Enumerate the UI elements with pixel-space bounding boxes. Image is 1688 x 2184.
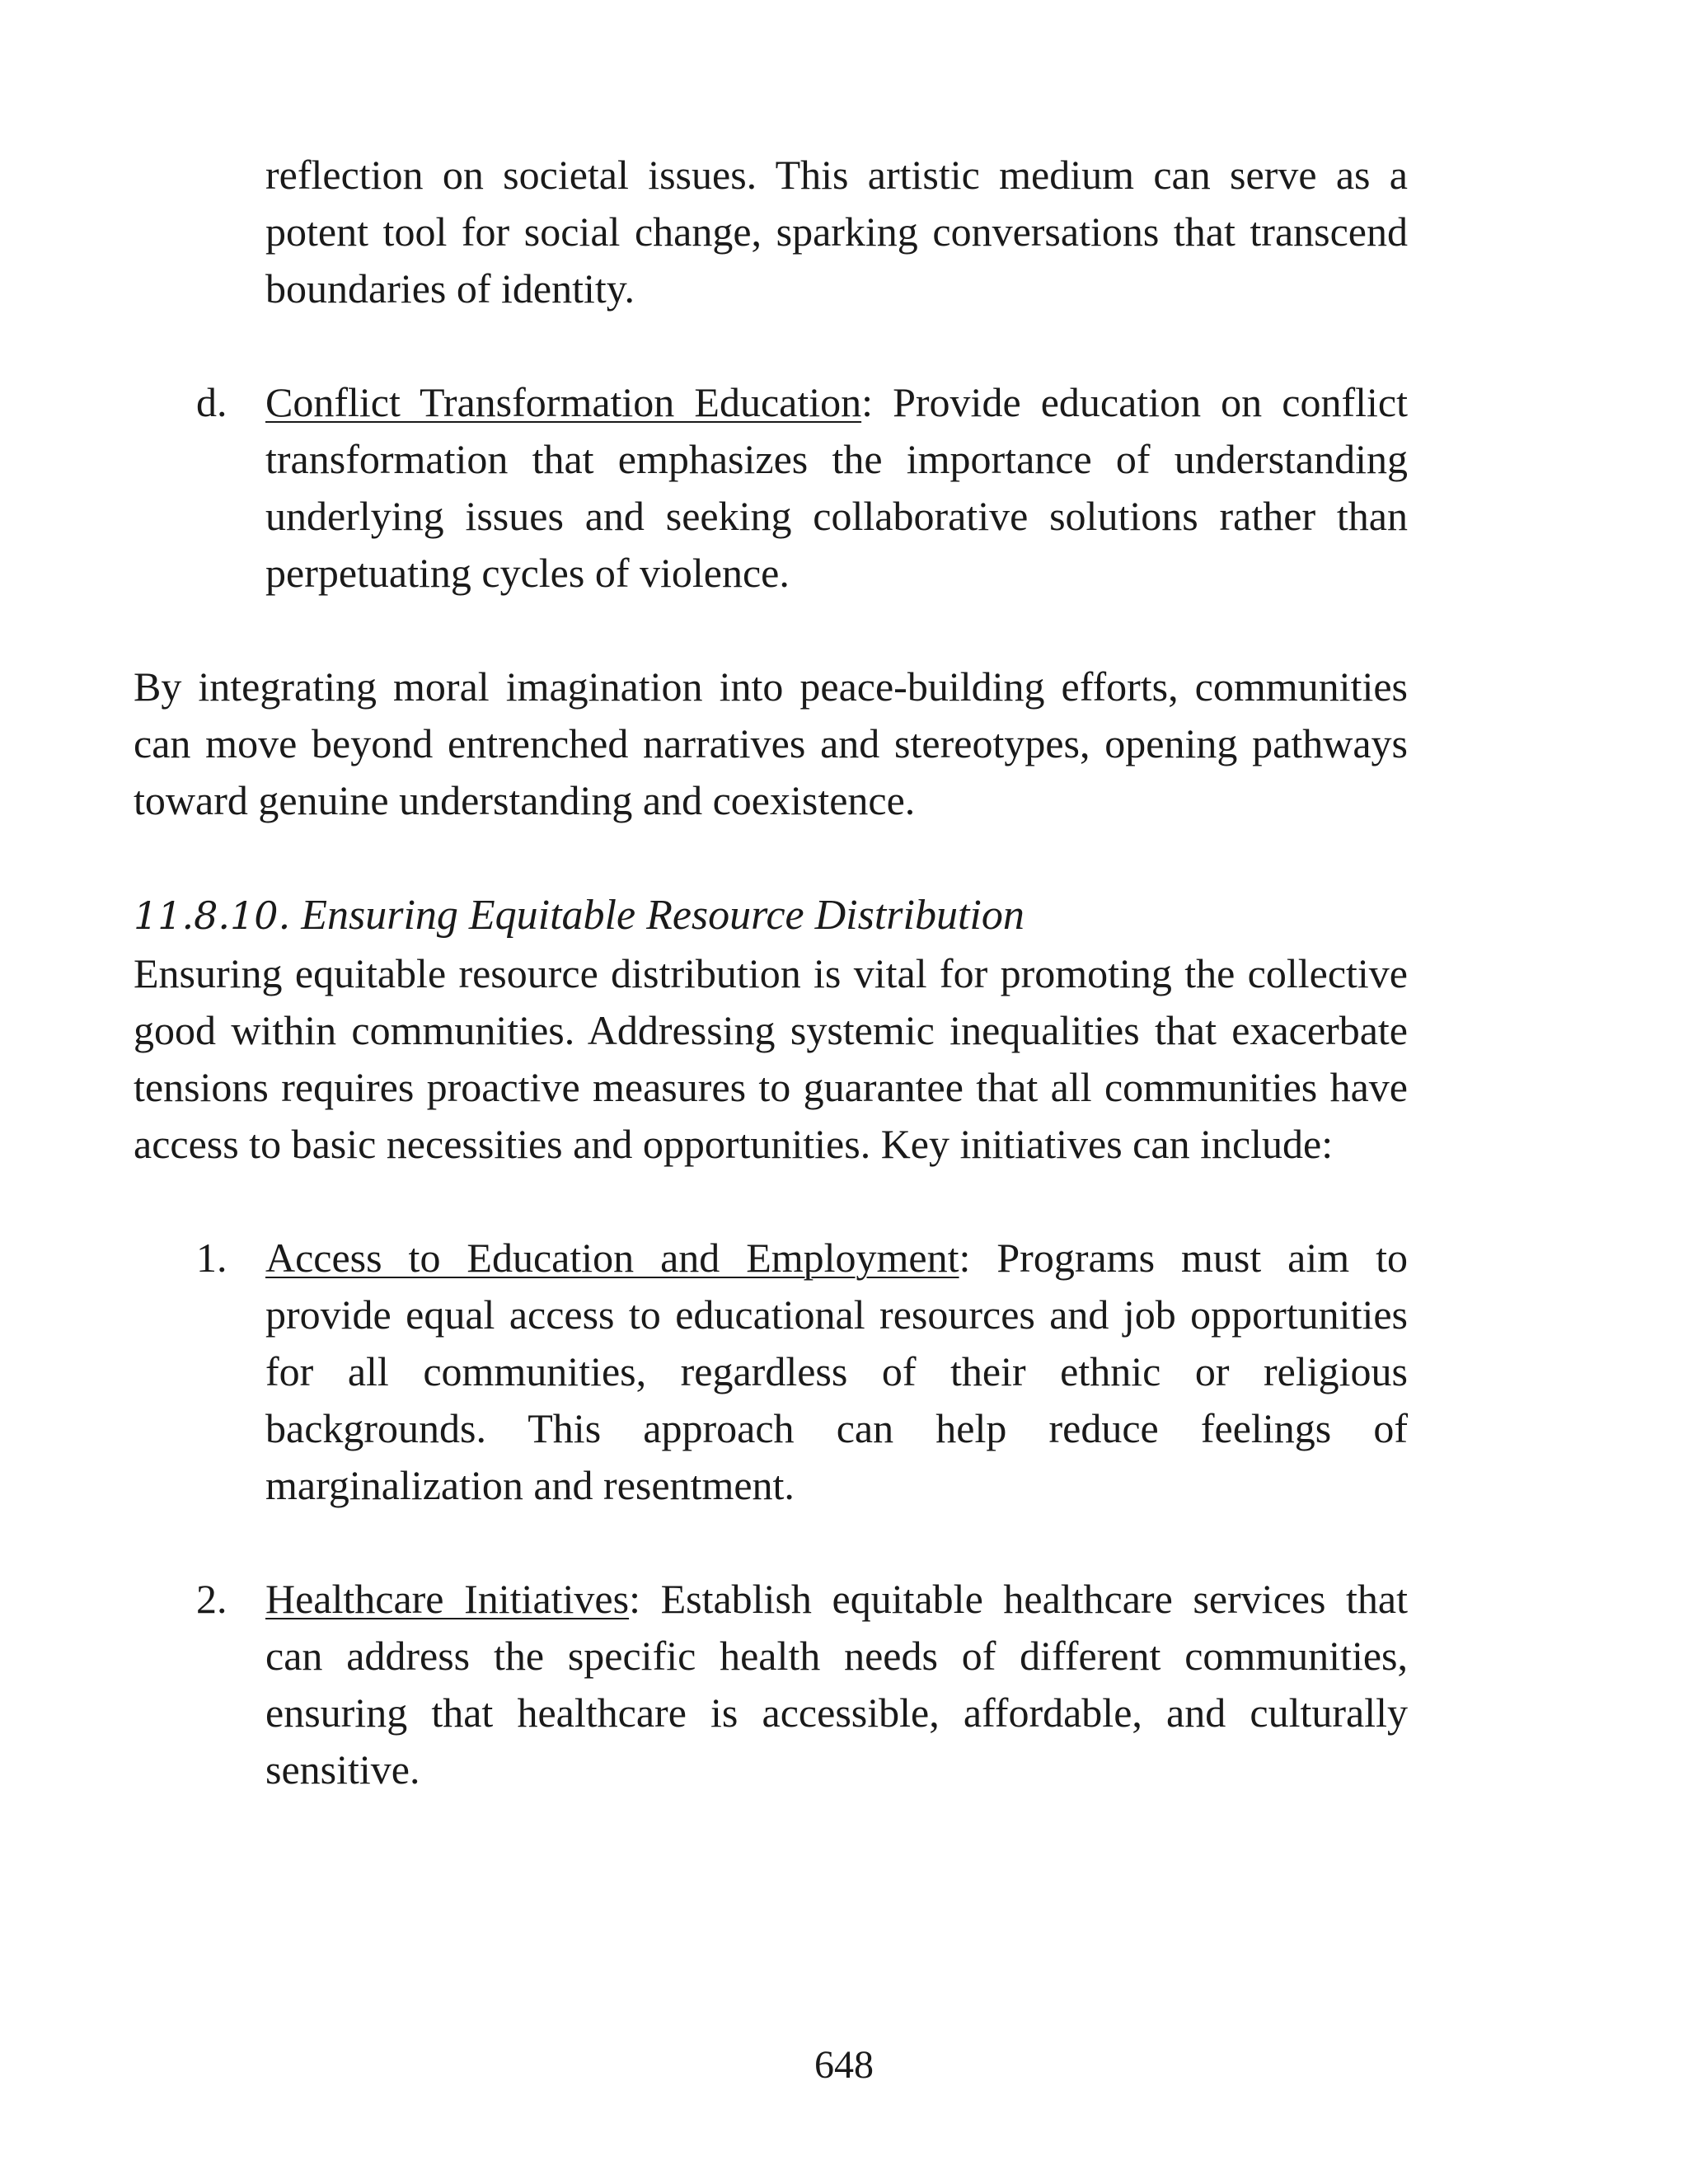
section-heading <box>134 886 1408 945</box>
conclusion-paragraph: By integrating moral imagination into peace-building efforts, communities can move beyond entrenched narratives and stereotypes, opening pathways toward genuine understanding and coexistence. <box>134 663 1408 823</box>
list-marker: 2. <box>196 1576 227 1622</box>
page-body <box>134 147 1408 1798</box>
list-item-term: Access to Education and Employment <box>265 1235 959 1281</box>
list-item-c-continuation <box>134 147 1408 317</box>
section-intro-paragraph: Ensuring equitable resource distribution is vital for promoting the collective good within communities. Addressing systemic inequalities that exacerbate tensions requires proactive measures to guarantee that all communities have access to basic necessities and opportunities. Key initiatives can include: <box>134 950 1408 1167</box>
list-item-2 <box>134 1571 1408 1798</box>
page-number: 648 <box>814 2043 874 2087</box>
section-number: 11.8.10. <box>134 893 291 938</box>
list-item-text: : Establish equitable healthcare services that can address the specific health needs of different communities, ensuring that healthcare is accessible, affordable, and culturally sensitive. <box>265 1576 1408 1793</box>
list-item-term: Conflict Transformation Education <box>265 379 862 425</box>
list-item-term: Healthcare Initiatives <box>265 1576 630 1622</box>
section-title: Ensuring Equitable Resource Distribution <box>301 892 1025 939</box>
list-item-c-text: reflection on societal issues. This artistic medium can serve as a potent tool for social change, sparking conversations that transcend boundaries of identity. <box>265 152 1408 312</box>
list-item-1 <box>134 1230 1408 1514</box>
list-item-d <box>134 374 1408 602</box>
list-item-text: : Programs must aim to provide equal access to educational resources and job opportunities for all communities, regardless of their ethnic or religious backgrounds. This approach can help reduce feelings of marginalization and resentment. <box>265 1235 1409 1508</box>
list-marker: d. <box>196 379 227 425</box>
list-item-text: : Provide education on conflict transformation that emphasizes the importance of understanding underlying issues and seeking collaborative solutions rather than perpetuating cycles of violence. <box>265 379 1408 596</box>
list-marker: 1. <box>196 1235 227 1281</box>
